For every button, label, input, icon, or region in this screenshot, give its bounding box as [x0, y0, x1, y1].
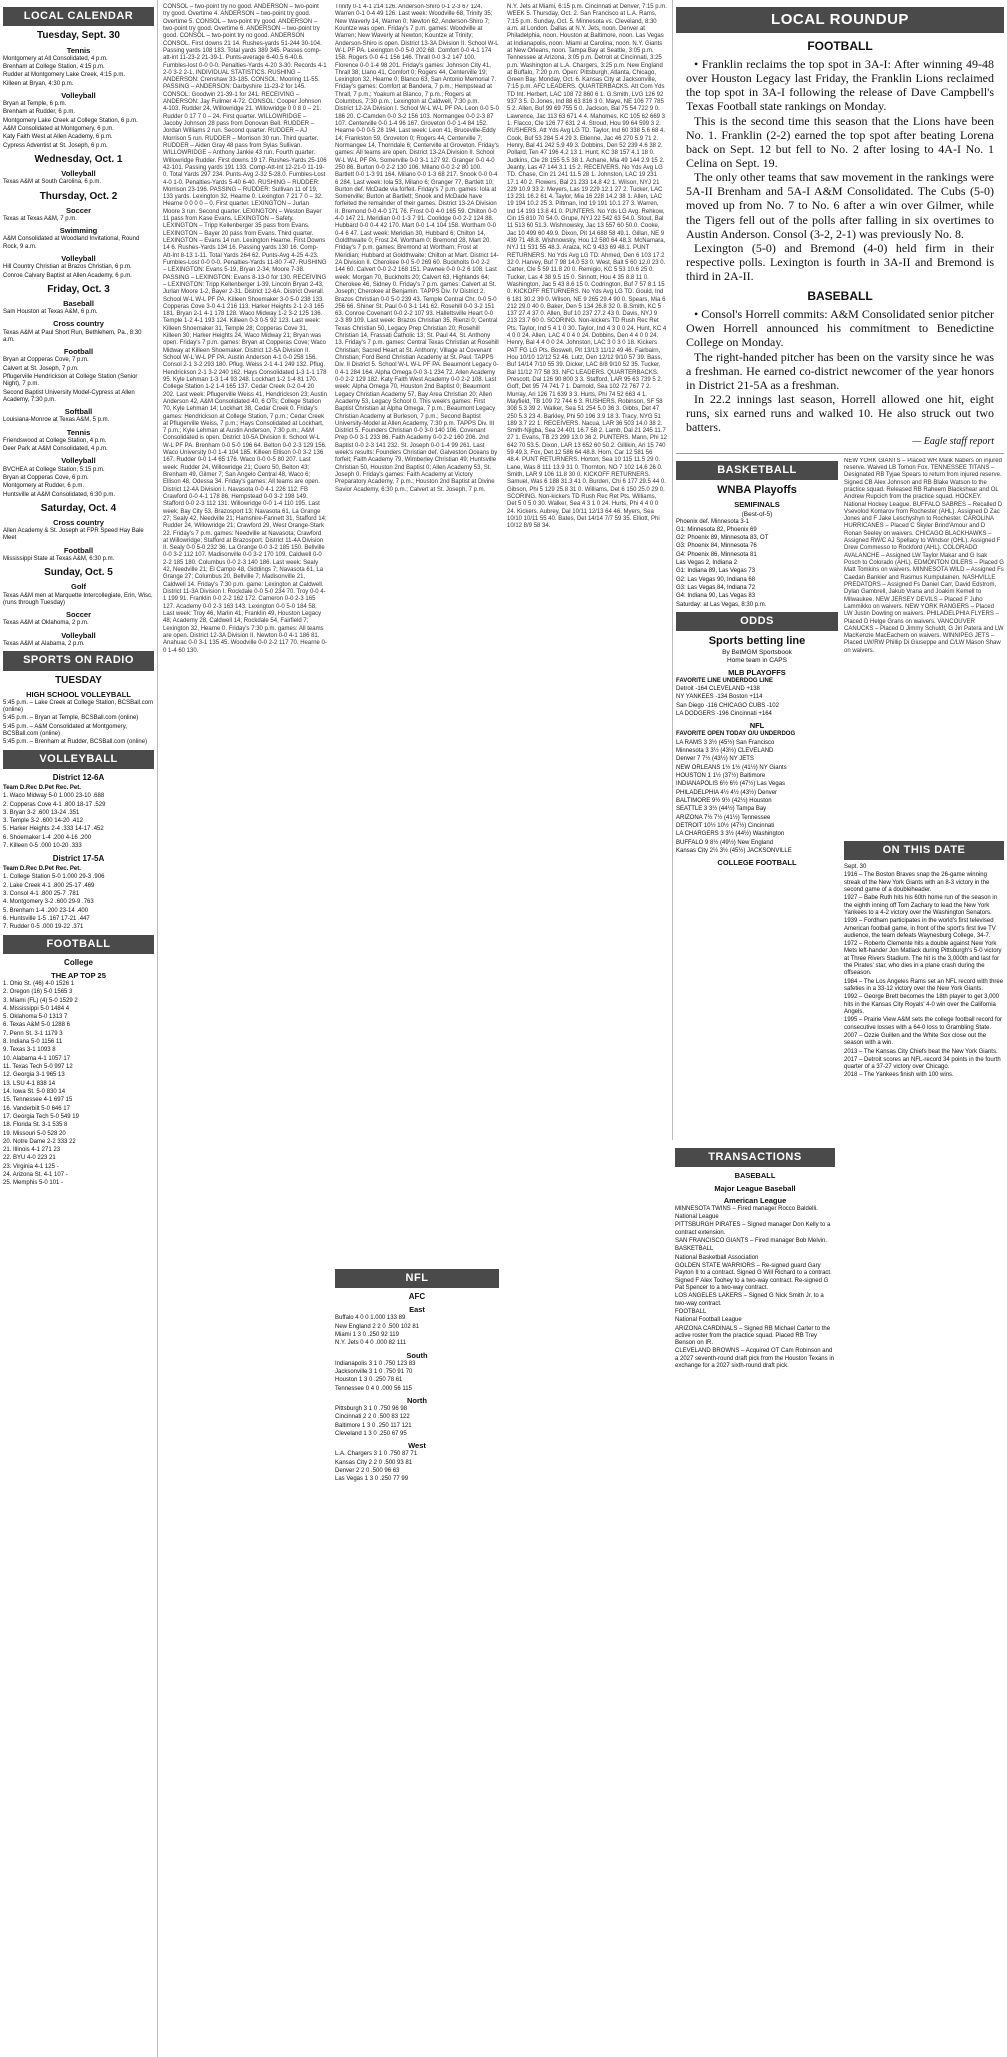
roundup-paragraph: In 22.2 innings last season, Horrell allowed one hit, eight runs, six earned runs and walked 10. He also struck out two batters. [686, 391, 994, 435]
afc-west-title: West [408, 1441, 426, 1451]
nfl-odds-row: HOUSTON 1 1½ (37½) Baltimore [676, 773, 766, 780]
mlb-odds-row: Detroit -164 CLEVELAND +138 [676, 686, 760, 693]
standings-row: 2. Copperas Cove 4-1 .800 18-17 .529 [3, 801, 106, 808]
nfl-standings-row: Pittsburgh 3 1 0 .750 96 98 [335, 1406, 408, 1413]
ap-ranking-row: 1. Ohio St. (46) 4-0 1526 1 [3, 980, 75, 987]
column-3 [332, 0, 502, 2057]
district-17-5a-title: District 17-5A [52, 854, 105, 864]
on-this-date-entry: 2017 – Detroit scores an NFL-record 34 points in the fourth quarter of a 37-27 victory over Chicago. [843, 1056, 1001, 1071]
college-title: College [64, 958, 93, 968]
calendar-event: Killeen at Bryan, 4:30 p.m. [3, 80, 74, 87]
nfl-standings-row: Jacksonville 3 1 0 .750 91 70 [335, 1369, 413, 1375]
roundup-paragraph: • Franklin reclaims the top spot in 3A-I: After winning 49-48 over Houston Legacy last Friday, the Franklin Lions reclaimed the top spot in 3A-I following the release of Dave Campbell's Texas Football state rankings on Monday. [686, 56, 994, 114]
column-1 [0, 0, 158, 2057]
roundup-credit: — Eagle staff report [912, 436, 994, 448]
roundup-baseball-title: BASEBALL [807, 289, 873, 304]
calendar-event: Texas A&M at Alabama, 2 p.m. [3, 640, 85, 647]
nfl-odds-row: Denver 7 7½ (43½) NY JETS [676, 756, 754, 763]
wnba-results [676, 519, 838, 609]
ap-ranking-row: 16. Vanderbilt 5-0 646 17 [3, 1105, 70, 1112]
transactions-list [675, 1206, 835, 1371]
wnba-result: G4: Phoenix 86, Minnesota 81 [676, 551, 757, 558]
wnba-format: (Best-of-5) [741, 510, 773, 518]
roundup-football-story [676, 57, 1004, 284]
on-this-date-header: ON THIS DATE [844, 841, 1004, 860]
transaction-entry: MINNESOTA TWINS – Fired manager Rocco Baldelli. [675, 1205, 818, 1212]
nfl-standings-row: Houston 1 3 0 .250 78 61 [335, 1377, 403, 1384]
calendar-day: Wednesday, Oct. 1 [34, 154, 123, 165]
standings-row: 7. Killeen 0-5 .000 10-20 .333 [3, 843, 82, 850]
calendar-day: Tuesday, Sept. 30 [37, 30, 120, 42]
ap-ranking-row: 23. Virginia 4-1 125 - [3, 1163, 59, 1170]
afc-south-title: South [406, 1350, 428, 1360]
nfl-header: NFL [335, 1269, 499, 1288]
calendar-sport: Volleyball [61, 90, 96, 100]
nfl-standings-row: Denver 2 2 0 .500 96 63 [335, 1468, 400, 1475]
volleyball-header: VOLLEYBALL [3, 750, 154, 769]
nfl-odds-row: BUFFALO 9 8½ (49½) New England [676, 839, 774, 846]
local-calendar-header: LOCAL CALENDAR [3, 7, 154, 26]
standings-row: 1. Waco Midway 5-0 1.000 23-10 .688 [3, 793, 105, 800]
basketball-header: BASKETBALL [676, 461, 838, 480]
calendar-event: Brenham at College Station, 4:15 p.m. [3, 64, 105, 71]
nfl-odds-row: LA RAMS 3 3½ (45½) San Francisco [676, 739, 775, 746]
wnba-result: G3: Las Vegas 84, Indiana 72 [676, 585, 756, 592]
district-17-5a-standings [3, 874, 154, 931]
calendar-event: Brenham at Rudder, 6 p.m. [3, 109, 76, 116]
radio-day: TUESDAY [55, 674, 102, 686]
transaction-entry: National League [675, 1214, 719, 1221]
ap-ranking-row: 7. Penn St. 3-1 1179 3 [3, 1030, 63, 1037]
odds-header: ODDS [676, 612, 838, 631]
wnba-semifinals: SEMIFINALS [734, 500, 780, 510]
transaction-entry: PITTSBURGH PIRATES – Signed manager Don Kelly to a contract extension. [675, 1222, 831, 1236]
nfl-odds-row: NEW ORLEANS 1½ 1½ (41½) NY Giants [676, 764, 787, 771]
ap-ranking-row: 3. Miami (FL) (4) 5-0 1529 2 [3, 997, 78, 1004]
transaction-entry: LOS ANGELES LAKERS – Signed G Nick Smith Jr. to a two-way contract. [675, 1293, 824, 1307]
roundup-paragraph: Lexington (5-0) and Bremond (4-0) held firm in their respective polls. Lexington is fourth in 3A-II and Bremond is third in 2A-II. [686, 240, 994, 284]
ap-ranking-row: 21. Illinois 4-1 271 23 [3, 1147, 61, 1154]
wnba-result: G2: Las Vegas 90, Indiana 68 [676, 576, 756, 583]
nfl-odds-row: ARIZONA 7½ 7½ (41½) Tennessee [676, 814, 771, 821]
calendar-event: Texas A&M at Oklahoma, 2 p.m. [3, 620, 89, 627]
ap-ranking-row: 2. Oregon (16) 5-0 1565 3 [3, 989, 73, 996]
nfl-standings-row: Miami 1 3 0 .250 92 119 [335, 1331, 399, 1338]
on-this-date-list [844, 864, 1004, 1080]
transaction-entry: National Basketball Association [675, 1254, 759, 1261]
calendar-event: Allen Academy & St. Joseph at FPR Speed Hay Bale Meet [3, 528, 144, 542]
football-box-scores: CONSOL – two-point try no good. ANDERSON – two-point try good. Overtime 4. ANDERSON – two-point try good. Overtime 5. CONSOL – two-point try good. ANDERSON – two-point try good. Overtime 6. ANDERSON – two-point try good. CONSOL – two-point try no good. ANDERSON CONSOL. First downs 21 14. Rushes-yards 51-244 30-104. Passing yards 108 183. Total yards 389 345. Passes comp-att-int 11-23-2 21-39-1. Punts-average 6-40.5 6-40.6. Fumbles-lost 0-0 0-0. Penalties-Yards 4-20 3-30. Records 4-1 2-0 3-2 2-1. INDIVIDUAL STATISTICS. RUSHING – ANDERSON: Crenshaw 33-185. CONSOL: Mooring 11-55. PASSING – ANDERSON: Darbyshire 11-23-2 for 145. CONSOL: Goodwin 21-39-1 for 241. RECEIVING – ANDERSON: Jay Fullmer 4-72. CONSOL: Cooper Johnson 4-103. Rudder 24, Willowridge 21. Willowridge 0 0 8 0 – 21. Rudder 0 17 7 0 – 24. First quarter. WILLOWRIDGE – Jacoby Johnson 28 pass from Donovan Bell. RUDDER – Jordan Williams 2 run. Second quarter. RUDDER – AJ Morrison 5 run. RUDDER – Morrison 30 run. Third quarter. RUDDER – Aiden Gray 48 pass from Sylas Sullivan. WILLOWRIDGE – Anthony Jankie 43 run. Fourth quarter. Willowridge Rudder. First downs 19 17. Rushes-Yards 25-106 42-101. Passing yards 191 133. Comp-Att-Int 12-21-0 11-19-0. Total Yards 297 234. Punts-Avg 2-32 5-28.0. Fumbles-Lost 4-0 1-0. Penalties-Yards 5-40 6-40. RUSHING – RUDDER: Morrison 23-196. PASSING – RUDDER: Sullivan 11 of 19, 133 yards. Lexington 32, Hearne 0. Lexington 7 21 7 0 – 32. Hearne 0 0 0 0 – 0. First quarter. LEXINGTON – Jurlan Moore 3 run. Second quarter. LEXINGTON – Weston Bayer 11 pass from Kase Evans. LEXINGTON – Safety. LEXINGTON – Tripp Kellenberger 35 pass from Evans. LEXINGTON – Bayer 20 pass from Evans. Third quarter. LEXINGTON – Evans 14 run. Lexington Hearne. First Downs 14 6. Rushes-Yards 134 16. Passing yards 130 16. Comp-Att-Int 8-13 1-11. Total Yards 264 62. Punts-Avg 4-25 4-23. Fumbles-Lost 0-0 0-0. Penalties-Yards 11-80 7-47. RUSHING – LEXINGTON: Evans 5-19, Bryan 2-34, Moore 7-38. PASSING – LEXINGTON: Evans 8-13-0 for 130. RECEIVING – LEXINGTON: Tripp Kellenberger 1-39, Lincoln Bryan 2-43, Jurlan Moore 1-2, Bayer 2-31. District 12-6A. District Overall. School W-L W-L PF PA. Killeen Shoemaker 3-0 5-0 238 133. Copperas Cove 3-0 4-1 216 113. Harker Heights 2-1 2-3 165 181. Bryan 2-1 4-1 178 128. Waco Midway 1-2 3-2 125 136. Temple 1-2 4-1 193 124. Killeen 0-3 0-5 92 123. Last week: Killeen Shoemaker 31, Temple 28; Copperas Cove 31, Killeen 30; Harker Heights 24, Waco Midway 21; Bryan was open. Friday's 7 p.m. games: Bryan at Copperas Cove; Waco Midway at Killeen Shoemaker. District 12-5A Division II. School W-L W-L PF PA. Austin Anderson 4-1 0-0 258 156. Consol 2-1 3-2 293 180. Pflug. Weiss 2-1 4-1 249 132. Pflug. Hendrickson 2-1 3-2 240 162. Hays Consolidated 1-3 1-1 178 95. Kyle Lehman 1-3 1-4 93 248. Lockhart 1-2 1-4 81 170. College Station 1-2 1-4 165 137. Cedar Creek 0-2 0-4 20 202. Last week: Pflugerville Weiss 41, Hendrickson 23; Austin Anderson 42, A&M Consolidated 40, 6 OTs; College Station 70, Kyle Lehman 14; Lockhart 38, Cedar Creek 0. Friday's games: Hendrickson at College Station, 7 p.m.; Cedar Creek at Pflugerville Weiss, 7 p.m.; Hays Consolidated at Lockhart, 7 p.m.; Kyle Lehman at Austin Anderson, 7:30 p.m.; A&M Consolidated is open. District 10-5A Division II. School W-L W-L PF PA. Brenham 0-0 5-0 196 64. Belton 0-0 2-3 129 156. Waco University 0-0 1-4 104 185. Killeen Ellison 0-0 3-2 136 167. Rudder 0-0 1-4 65 176. Waco 0-0 0-5 80 207. Last week: Rudder 24, Willowridge 21; Cuero 50, Belton 43; Brenham 49, Gilmer 7; San Angelo Central 48, Waco 6; Ellison 48, Odessa 34. Friday's games: All teams are open. District 12-4A Division I. Navasota 0-0 4-1 226 112. FB Crawford 0-0 4-1 178 86. Hempstead 0-0 3-2 198 149. Stafford 0-0 2-3 112 131. Willowridge 0-0 1-4 110 195. Last week: Bay City 53, Brazosport 13; Navasota 61, La Grange 27; Sealy 42, Needville 21; Hamshire-Fannett 31, Stafford 14; Rudder 24, Willowridge 21; Crawford 29, West Orange-Stark 22. Friday's 7 p.m. games: Needville at Navasota; Crawford at Willowridge; Stafford at Brazosport. District 11-4A Division II. Sealy 0-0 5-0 232 36. La Grange 0-0 3-2 185 150. Bellville 0-0 3-2 112 107. Madisonville 0-0 3-2 170 109. Caldwell 0-0 2-2 185 180. Columbus 0-0 2-3 140 186. Last week: Sealy 42, Needville 21; El Campo 48, Giddings 7; Navasota 61, La Grange 27; Columbus 20, Bellville 7; Madisonville 21, Caldwell 14. Friday's 7:30 p.m. game: Lexington at Caldwell. District 11-3A Division I. Rockdale 0-0 5-0 234 70. Troy 0-0 4-1 199 91. Franklin 0-0 2-2 162 172. Cameron 0-0 2-3 165 127. Academy 0-0 2-3 163 143. Lexington 0-0 5-0 184 58. Last week: Troy 46, Marlin 41; Franklin 49, Houston Legacy 48; Academy 28, Caldwell 14; Rockdale 54, Fairfield 7; Lexington 32, Hearne 0. Friday's 7:30 p.m. games: All teams are open. District 12-3A Division II. Newton 0-0 4-1 186 81. Anahuac 0-0 3-1 135 45. Woodville 0-0 2-2 117 70. Hearne 0-0 1-4 60 130. [163, 4, 327, 654]
radio-listing: 5:45 p.m. – Bryan at Temple, BCSBall.com (online) [3, 715, 139, 722]
roundup-football-title: FOOTBALL [807, 39, 873, 54]
calendar-sport: Volleyball [61, 630, 96, 640]
district-12-6a-cols: Team D.Rec D.Pet Rec. Pet. [3, 784, 81, 791]
standings-row: 2. Lake Creek 4-1 .800 25-17 .469 [3, 882, 95, 889]
calendar-event: Sam Houston at Texas A&M, 6 p.m. [3, 309, 98, 316]
calendar-sport: Football [63, 545, 94, 555]
on-this-date-entry: 1992 – George Brett becomes the 18th player to get 3,000 hits in the Kansas City Royals' 4-0 win over the California Angels. [843, 994, 1000, 1015]
calendar-event: BVCHEA at College Station, 5:15 p.m. [3, 466, 105, 473]
ap-ranking-row: 13. LSU 4-1 838 14 [3, 1080, 56, 1087]
ap-ranking-row: 9. Texas 3-1 1093 8 [3, 1047, 56, 1054]
afc-south-standings [335, 1361, 499, 1393]
calendar-sport: Football [63, 347, 94, 357]
column-4 [504, 0, 670, 2057]
calendar-sport: Tennis [66, 427, 91, 437]
calendar-event: A&M Consolidated at Woodland Invitational, Round Rock, 9 a.m. [3, 236, 140, 250]
wnba-result: G1: Minnesota 82, Phoenix 69 [676, 526, 757, 533]
transaction-entry: ARIZONA CARDINALS – Signed RB Michael Carter to the active roster from the practice squad. Placed RB Trey Benson on IR. [675, 1325, 831, 1347]
hockey-transactions: NEW YORK GIANTS – Placed WR Malik Nabers on injured reserve. Waived LB Tomon Fox. TENNESSEE TITANS – Designated RB Tyjae Spears to return from injured reserve. Signed CB Alex Johnson and RB Blake Watson to the practice squad. Released RB Raheem Blackshear and OL Andrew Rupcich from the practice squad. HOCKEY. National Hockey League. BUFFALO SABRES – Recalled D Vsevolod Komarov from Rochester (AHL). Assigned D Zac Jones and F Jake Leschyshyn to Rochester. CAROLINA HURRICANES – Placed C Skyler Brind'Amour and D Ronan Seeley on waivers. CHICAGO BLACKHAWKS – Assigned RW/C AJ Spellacy to Windsor (OHL). Assigned F Drew Commesso to Rockford (AHL). COLORADO AVALANCHE – Assigned LW Taylor Makar and G Isak Posch to Colorado (AHL). EDMONTON OILERS – Placed G Matt Tomkins on waivers. MINNESOTA WILD – Assigned Fs Caedan Bankier and Rasmus Kumpulainen. NASHVILLE PREDATORS – Assigned Fs Daniel Carr, David Edstrom, Dylan Gambrell, Jakub Vrana and Joakim Kemell to Milwaukee. NEW JERSEY DEVILS – Placed F Juho Lammikko on waivers. NEW YORK RANGERS – Placed LW Justin Dowling on waivers. PHILADELPHIA FLYERS – Placed D Helge Grans on waivers. VANCOUVER CANUCKS – Placed D Jimmy Schuldt, G Jiri Patera and LW MacKenzie MacEachern on waivers. WINNIPEG JETS – Placed LW/RW Phillip Di Giuseppe and C/LW Mason Shaw on waivers. [843, 457, 1004, 654]
football-header: FOOTBALL [3, 935, 154, 954]
nfl-standings-row: Cincinnati 2 2 0 .500 83 122 [335, 1414, 410, 1421]
nfl-standings-row: Buffalo 4 0 0 1.000 133 89 [335, 1315, 406, 1322]
odds-title: Sports betting line [708, 635, 806, 648]
nfl-standings-row: Indianapolis 3 1 0 .750 123 83 [335, 1360, 416, 1367]
district-12-6a-title: District 12-6A [52, 773, 105, 783]
roundup-baseball-story [676, 307, 1004, 434]
nfl-odds-list [676, 740, 838, 855]
calendar-event: Bryan at Copperas Cove, 7 p.m. [3, 357, 89, 364]
nfl-odds-row: INDIANAPOLIS 6½ 6½ (47½) Las Vegas [676, 781, 786, 788]
transaction-entry: National Football League [675, 1317, 742, 1324]
nfl-odds-row: DETROIT 10½ 10½ (47½) Cincinnati [676, 822, 775, 829]
mlb-odds-list [676, 686, 838, 718]
transaction-entry: BASKETBALL [675, 1246, 714, 1253]
wnba-playoffs-title: WNBA Playoffs [717, 484, 797, 497]
calendar-sport: Soccer [65, 205, 92, 215]
standings-row: 6. Shoemaker 1-4 .200 4-16 .200 [3, 834, 92, 841]
wnba-result: Las Vegas 2, Indiana 2 [676, 560, 738, 567]
ap-ranking-row: 22. BYU 4-0 223 21 [3, 1155, 56, 1162]
radio-listing: 5:45 p.m. – Lake Creek at College Station, BCSBall.com (online) [3, 699, 154, 714]
nfl-standings-row: L.A. Chargers 3 1 0 .750 87 71 [335, 1451, 418, 1458]
transactions-sport: BASEBALL [734, 1171, 776, 1181]
on-this-date-entry: 1984 – The Los Angeles Rams set an NFL record with three safeties in a 33-12 victory over the New York Giants. [843, 978, 1004, 993]
wnba-result: Phoenix def. Minnesota 3-1 [676, 518, 750, 525]
transaction-entry: GOLDEN STATE WARRIORS – Re-signed guard Gary Payton II to a contract. Signed G Will Richard to a contract. Signed F Alex Toohey to a two-way contract. Re-signed G Pat Spencer to a two-way contract. [675, 1263, 832, 1291]
calendar-event: Deer Park at A&M Consolidated, 4 p.m. [3, 446, 108, 453]
afc-title: AFC [408, 1292, 426, 1302]
calendar-event: Katy Faith West at Allen Academy, 6 p.m. [3, 134, 113, 141]
local-calendar [3, 30, 154, 648]
nfl-standings-row: New England 2 2 0 .500 102 81 [335, 1323, 420, 1330]
transactions-column-top [844, 458, 1004, 1081]
ap-ranking-row: 12. Georgia 3-1 965 13 [3, 1072, 65, 1079]
nfl-standings-row: Baltimore 1 3 0 .250 117 121 [335, 1422, 412, 1429]
calendar-day: Sunday, Oct. 5 [44, 567, 113, 579]
radio-listings [3, 700, 154, 747]
ap-ranking-row: 25. Memphis 5-0 101 - [3, 1180, 64, 1187]
odds-sub2: Home team in CAPS [727, 656, 787, 664]
ap-ranking-row: 6. Texas A&M 5-0 1288 6 [3, 1022, 70, 1029]
afc-west-standings [335, 1451, 499, 1483]
transactions-column [672, 1142, 838, 2057]
on-this-date-entry: 1927 – Babe Ruth hits his 60th home run of the season in the eighth inning off Tom Zachary to lead the New York Yankees to a 4-2 victory over the Washington Senators. [843, 895, 998, 916]
roundup-paragraph: This is the second time this season that the Lions have been No. 1. Franklin (2-2) earned the top spot after beating Lorena back on Sept. 12 but fell to No. 2 after losing to 4A-I No. 1 Celina on Sept. 19. [686, 113, 994, 171]
nfl-odds-row: BALTIMORE 9½ 9½ (42½) Houston [676, 797, 772, 804]
calendar-sport: Tennis [66, 45, 91, 55]
nfl-schedule-and-leaders: N.Y. Jets at Miami, 6:15 p.m. Cincinnati at Denver, 7:15 p.m. WEEK 5. Thursday, Oct. 2. San Francisco at L.A. Rams, 7:15 p.m. Sunday, Oct. 5. Minnesota vs. Cleveland, 8:30 a.m. at London. Dallas at N.Y. Jets, noon. Denver at Philadelphia, noon. Houston at Baltimore, noon. Las Vegas at Indianapolis, noon. Miami at Carolina, noon. N.Y. Giants at New Orleans, noon. Tampa Bay at Seattle, 3:05 p.m. Tennessee at Arizona, 3:05 p.m. Detroit at Cincinnati, 3:25 p.m. Washington at L.A. Chargers, 3:25 p.m. New England at Buffalo, 7:20 p.m. Open: Pittsburgh, Atlanta, Chicago, Green Bay. Monday, Oct. 6. Kansas City at Jacksonville, 7:15 p.m. AFC LEADERS. QUARTERBACKS. Att Com Yds TD Int. Herbert, LAC 108 72 860 6 1. G.Smith, LVG 126 92 937 3 5. D.Jones, Ind 88 63 816 3 0. Maye, NE 106 77 785 5 2. Allen, Buf 99 69 755 5 0. Jackson, Bal 75 54 722 9 0. Lawrence, Jac 113 63 671 4 4. Mahomes, KC 105 62 669 3 1. Flacco, Cle 126 77 631 2 4. Stroud, Hou 99 64 599 3 2. RUSHERS. Att Yds Avg LG TD. Taylor, Ind 60 338 5.6 68 4. Cook, Buf 53 284 5.4 29 3. Etienne, Jac 46 270 5.9 71 2. Henry, Bal 41 242 5.9 49 3. Dobbins, Den 52 239 4.6 38 2. Pollard, Ten 47 196 4.2 13 1. Hunt, KC 38 157 4.1 18 0. Judkins, Cle 28 155 5.5 38 1. Achane, Mia 49 144 2.9 15 2. Jeanty, Las 47 144 3.1 15 2. RECEIVERS. No Yds Avg LG TD. Chase, Cin 21 241 11.5 28 1. Johnston, LAC 19 231 17.1 40 2. Flowers, Bal 21 233 14.8 42 1. Wilson, NYJ 21 229 10.9 33 2. Meyers, Las 19 229 12.1 27 2. Tucker, LAC 13 231 16.2 61 4. Taylor, Mia 16 228 14.2 38 1. Allen, LAC 19 194 10.2 25 3. Pittman, Ind 19 191 10.1 27 3. Warren, Ind 14 193 13.8 41 0. PUNTERS. No Yds LG Avg. Rehkow, Cin 15 810 70 54.0. Grupe, NYJ 22 542 63 54.0. Stout, Bal 11 513 60 51.3. Wishnowsky, Jac 13 557 60 50.0. Cooke, Jac 10 499 60 49.9. Dixon, Pit 14 688 58 49.1. Gillan, NE 9 439 71 48.8. Wishnowsky, Hou 12 580 64 48.3. McNamara, NYJ 11 531 55 48.3. Araiza, KC 9 433 69 48.1. PUNT RETURNERS. No Yds Avg LG TD. Ahmed, Den 6 103 17.2 32 0. Harvey, Buf 7 98 14.0 53 0. West, Balt 5 60 12.0 23 0. Carter, Cle 5 59 11.8 20 0. Remigio, KC 5 53 10.6 25 0. Tucker, Las 4 38 9.5 15 0. Sinnott, Hou 4 35 8.8 11 0. Washington, Jac 5 43 8.6 15 0. Codrington, Buf 7 57 8.1 15 0. KICKOFF RETURNERS. No Yds Avg LG TD. Gould, Ind 6 181 30.2 39 0. Wilson, NE 9 265 29.4 90 0. Spears, Mia 6 212 29.0 40 0. Baker, Den 5 134 26.8 32 0. B.Smith, KC 5 137 27.4 37 0. Allen, Buf 10 237 27.2 43 0. Davis, NYJ 9 213 23.7 60 0. SCORING. Non-kickers TD Rush Rec Ret Pts. Taylor, Ind 5 4 1 0 30. Taylor, Ind 4 3 0 0 24. Hunt, KC 4 4 0 0 24. Allen, LAC 4 0 4 0 24. Dobbins, Den 4 4 0 0 24. Henry, Bal 4 4 0 0 24. Johnston, LAC 3 0 3 0 18. Kickers PAT FG LG Pts. Boswell, Pit 13/13 11/12 49 46. Fairbairn, Hou 10/10 12/12 52 46. Lutz, Den 12/12 9/10 57 39. Bass, Buf 14/14 7/10 55 39. Dicker, LAC 8/8 9/10 52 35. Tucker, Bal 11/12 7/7 58 33. NFC LEADERS. QUARTERBACKS. Prescott, Dal 126 90 800 3 3. Stafford, LAR 95 63 739 5 2. Goff, Det 95 74 741 7 1. Darnold, Sea 102 72 767 7 2. Murray, Ari 126 71 639 3 3. Hurts, Phi 74 52 663 4 1. Mayfield, TB 109 72 744 6 3. RUSHERS. Robinson, SF 58 308 5.3 39 2. Walker, Sea 51 254 5.0 36 3. Gibbs, Det 47 250 5.3 23 4. Barkley, Phi 50 196 3.9 18 3. Tracy, NYG 51 189 3.7 22 1. RECEIVERS. Nacua, LAR 36 503 14.0 38 2. Smith-Njigba, Sea 24 401 16.7 58 2. Lamb, Dal 21 245 11.7 27 1. Evans, TB 23 299 13.0 36 2. PUNTERS. Mann, Phi 12 642 70 53.5. Dixon, LAR 13 652 60 50.2. Gillikin, Ari 15 740 59 49.3. Fox, Det 12 586 64 48.8. Horn, Car 12 581 56 48.4. PUNT RETURNERS. Horton, Sea 10 115 11.5 29 0. Lane, Was 8 111 13.9 31 0. Thornton, NO 7 102 14.6 26 0. Smith, LAR 9 106 11.8 30 0. KICKOFF RETURNERS. Samuel, Was 6 188 31.3 41 0. Burden, Chi 6 177 29.5 44 0. Gibson, Phi 5 129 25.8 31 0. Williams, Det 6 150 25.0 29 0. SCORING. Non-kickers TD Rush Rec Ret Pts. Williams, Det 5 0 5 0 30. Walker, Sea 4 3 1 0 24. Hurts, Phi 4 4 0 0 24. Kickers. Aubrey, Dal 10/11 12/13 64 46. Myers, Sea 10/10 10/11 55 40. Bates, Det 14/14 7/7 59 35. Elliott, Phi 10/12 8/9 58 34. [507, 4, 667, 530]
on-this-date-entry: 1916 – The Boston Braves snap the 26-game winning streak of the New York Giants with an 8-3 victory in the second game of a doubleheader. [843, 872, 990, 893]
nfl-standings-row: Tennessee 0 4 0 .000 56 115 [335, 1385, 412, 1392]
calendar-event: Montgomery Lake Creek at College Station, 6 p.m. [3, 117, 138, 124]
standings-row: 1. College Station 5-0 1.000 29-3 .906 [3, 874, 105, 881]
calendar-event: Texas A&M at Paul Short Run, Bethlehem, Pa., 8:30 a.m. [3, 329, 142, 343]
radio-listing: 5:45 p.m. – A&M Consolidated at Montgomery, BCSBall.com (online) [3, 723, 127, 738]
ap-ranking-row: 17. Georgia Tech 5-0 549 19 [3, 1113, 79, 1120]
calendar-sport: Swimming [59, 226, 98, 236]
college-odds-title: COLLEGE FOOTBALL [717, 858, 797, 868]
afc-east-standings [335, 1315, 499, 1347]
on-this-date-entry: Sept. 30 [843, 864, 867, 871]
calendar-event: Conroe Calvary Baptist at Allen Academy, 6 p.m. [3, 272, 132, 279]
standings-row: 5. Harker Heights 2-4 .333 14-17 .452 [3, 826, 104, 833]
calendar-event: A&M Consolidated at Montgomery, 6 p.m. [3, 126, 114, 133]
nfl-standings-row: Cleveland 1 3 0 .250 67 95 [335, 1431, 407, 1438]
district-standings: Trinity 0-1 4-1 214 126. Anderson-Shiro 0-1 2-3 67 124. Warren 0-1 0-4 49 126. Last week: Woodville 68, Trinity 35; New Waverly 14, Warren 0; Newton 62, Anderson-Shiro 7; Kountze was open. Friday's 7 p.m. games: Woodville at Warren; New Waverly at Newton; Kountze at Trinity; Anderson-Shiro is open. District 13-3A Division II. School W-L W-L PF PA. Lexington 0-0 5-0 202 68. Comfort 0-0 4-1 174 158. Rogers 0-0 4-1 156 146. Thrall 0-0 3-2 147 100. Florence 0-0 1-4 98 201. Friday's games: Johnson City 41, Thrall 38; Llano 41, Comfort 0; Rogers 44, Centerville 19; Lexington 32, Hearne 0; Blanco 63, San Antonio Memorial 7. Friday's games: Comfort at Bandera, 7 p.m.; Hempstead at Thrall, 7 p.m.; Yoakum at Blanco, 7 p.m.; Rogers at Columbus, 7:30 p.m.; Lexington at Caldwell, 7:30 p.m. District 12-2A Division I. School W-L W-L PF PA. Leon 0-0 5-0 186 20. C-Camden 0-0 3-2 156 103. Normangee 0-0 2-3 87 107. Centerville 0-0 1-4 96 167. Groveton 0-0 1-4 84 152. Hearne 0-0 0-5 28 194. Last week: Leon 41, Bruceville-Eddy 14; Frankston 59, Groveton 0; Rogers 44, Centerville 7; Normangee 14, Thorndale 6; Centerville at Groveton. Friday's games: All teams are open. District 13-2A Division II. School W-L W-L PF PA. Somerville 0-0 3-1 127 92. Granger 0-0 4-0 250 86. Burton 0-0 2-2 130 106. Milano 0-0 2-2 80 100. Bartlett 0-0 1-3 91 164. Milano 0-0 1-3 68 217. Snook 0-0 0-4 6 284. Last week: Iola 53, Milano 6; Granger 77, Bartlett 10; Burton def. McDade via forfeit. Friday's 7 p.m. games: Iola at Somerville; Burton at Bartlett; Snook and McDade have forfeited the remainder of their games. District 13-2A Division II. Bremond 0-0 4-0 171 76. Frost 0-0 4-0 165 59. Chilton 0-0 4-0 147 21. Meridian 0-0 1-3 7 91. Coolidge 0-0 2-2 124 88. Hubbard 0-0 0-4 42 170. Mart 0-0 1-4 104 158. Wortham 0-0 0-4 6 47. Last week: Meridian 30, Hubbard 6; Chilton 14, Goldthwaite 0; Frost 24, Wortham 0; Bremond 28, Mart 20. Friday's 7 p.m. games: Bremond at Wortham; Frost at Meridian; Hubbard at Goldthwaite; Chilton at Mart. District 14-2A Division II. Cherokee 0-0 5-0 269 60. Buckholts 0-0 2-2 144 60. Calvert 0-0 2-2 168 151. Pawnee 0-0 0-2 6 108. Last week: Morgan 70, Buckholts 20; Calvert 63, Highlands 64; Cherokee 46, Sidney 0. Friday's 7 p.m. games: Calvert at St. Joseph; Cherokee at Benjamin. TAPPS Div. IV District 2. Brazos Christian 0-0 5-0 239 43. Temple Central Chr. 0-0 5-0 256 66. Shiner St. Paul 0-0 3-1 141 62. Rosehill 0-0 3-2 151 63. Conroe Covenant 0-0 2-2 107 93. Hallettsville Heart 0-0 2-3 89 109. Last week: Brazos Christian 35, Rienzi 0; Central Texas Christian 50, Legacy Prep Christian 20; Rosehill Christian 14, Frassati Catholic 13; St. Paul 44, St. Anthony 13. Friday's 7 p.m. games: Central Texas Christian at Rosehill Christian; Sacred Heart at St. Anthony; Village at Covenant Christian; Ford Bend Christian Academy at St. Paul. TAPPS Div. II District 5. School W-L W-L PF PA. Beaumont Legacy 0-0 4-1 284 164. Alpha Omega 0-0 3-1 234 72. Allen Academy 0-0 2-2 129 182. Katy Faith West Academy 0-0 2-2 108. Last week: Alpha Omega 70, Houston 2nd Baptist 0; Beaumont Legacy Christian Academy 57, Bay Area Christian 20; Allen Academy 53, Legacy School 0. This week's games: First Baptist Christian at Alpha Omega, 7 p.m.; Beaumont Legacy Christian Academy at Burleson, 7 p.m.; Second Baptist University-Model at Allen Academy, 7:30 p.m. TAPPS Div. III District 5. Founders Christian 0-0 3-0 140 106. Covenant Prep 0-0 3-1 233 86. Faith Academy 0-0 2-2 160 206. 2nd Baptist 0-0 2-3 141 232. St. Joseph 0-0 1-4 99 261. Last week's results: Founders Christian def. Galveston Oceans by forfeit; Faith Academy 79, Wimberley Christian 49; Huntsville Christian 50, Houston 2nd Baptist 0; Allen Academy 53, St. Joseph 0. Friday's games: Faith Academy at Victory Preparatory Academy, 7 p.m.; Houston 2nd Baptist at Divine Savior Academy, 6:30 p.m.; Calvert at St. Joseph, 7 p.m. [335, 4, 499, 493]
nfl-odds-row: LA CHARGERS 3 3½ (44½) Washington [676, 831, 785, 838]
on-this-date-entry: 1972 – Roberto Clemente hits a double against New York Mets left-hander Jon Matlack during Pittsburgh's 5-0 victory at Three Rivers Stadium. The hit is the 3,000th and last for the Pirates' star, who dies in a plane crash during the offseason. [843, 941, 1002, 977]
calendar-event: Hill Country Christian at Brazos Christian, 6 p.m. [3, 264, 132, 271]
calendar-sport: Volleyball [61, 169, 96, 179]
calendar-event: Calvert at St. Joseph, 7 p.m. [3, 365, 79, 372]
calendar-event: Texas at Texas A&M, 7 p.m. [3, 215, 77, 222]
nfl-odds-row: SEATTLE 3 3½ (44½) Tampa Bay [676, 806, 767, 813]
wnba-result: G2: Phoenix 89, Minnesota 83, OT [676, 535, 769, 542]
transaction-entry: SAN FRANCISCO GIANTS – Fired manager Bob Melvin. [675, 1238, 828, 1245]
on-this-date-column [840, 1142, 1007, 2057]
district-17-5a-cols: Team D.Rec D.Pet Rec. Pet. [3, 866, 81, 873]
calendar-event: Rudder at Montgomery Lake Creek, 4:15 p.m. [3, 72, 126, 79]
calendar-event: Cypress Adventist at St. Joseph, 6 p.m. [3, 142, 108, 149]
ap-ranking-row: 4. Mississippi 5-0 1484 4 [3, 1005, 70, 1012]
roundup-paragraph: The only other teams that saw movement in the rankings were 5A-II Brenham and 5A-I A&M Consolidated. The Cubs (5-0) moved up from No. 7 to No. 6 after a win over Gilmer, while the Tigers fell out of the polls after falling in six overtimes to Austin Anderson. Consol (3-2, 2-1) was previously No. 8. [686, 170, 994, 241]
standings-row: 6. Huntsville 1-5 .167 17-21 .447 [3, 916, 90, 922]
on-this-date-entry: 2013 – The Kansas City Chiefs beat the New York Giants. [843, 1048, 998, 1055]
afc-north-standings [335, 1406, 499, 1438]
calendar-event: Mississippi State at Texas A&M, 6:30 p.m. [3, 555, 115, 562]
calendar-day: Thursday, Oct. 2 [39, 190, 118, 202]
ap-ranking-row: 19. Missouri 5-0 528 20 [3, 1130, 66, 1137]
calendar-sport: Cross country [53, 518, 104, 528]
wnba-result: G1: Indiana 89, Las Vegas 73 [676, 568, 756, 575]
on-this-date-entry: 2007 – Ozzie Guillen and the White Sox close out the season with a win. [843, 1032, 987, 1047]
calendar-event: Louisiana-Monroe at Texas A&M, 5 p.m. [3, 417, 110, 424]
calendar-event: Montgomery at Rudder, 6 p.m. [3, 483, 85, 490]
ap-ranking-row: 18. Florida St. 3-1 535 8 [3, 1122, 68, 1129]
calendar-sport: Baseball [63, 299, 94, 308]
ap-ranking-row: 11. Texas Tech 5-0 997 12 [3, 1064, 73, 1071]
district-12-6a-standings [3, 793, 154, 850]
transactions-header: TRANSACTIONS [675, 1148, 835, 1167]
nfl-standings-row: Kansas City 2 2 0 .500 93 81 [335, 1459, 413, 1466]
radio-sport: HIGH SCHOOL VOLLEYBALL [26, 689, 131, 699]
column-5 [672, 0, 1007, 1140]
ap-ranking-row: 5. Oklahoma 5-0 1313 7 [3, 1014, 68, 1021]
roundup-paragraph: • Consol's Horrell commits: A&M Consolidated senior pitcher Owen Horrell announced his commitment to Benedictine College on Monday. [686, 307, 994, 350]
standings-row: 7. Rudder 0-5 .000 19-22 .371 [3, 924, 84, 931]
ap-ranking-row: 8. Indiana 5-0 1156 11 [3, 1039, 63, 1046]
standings-row: 3. Bryan 3-2 .600 13-24 .351 [3, 809, 80, 816]
wnba-result: G3: Phoenix 84, Minnesota 76 [676, 543, 757, 550]
standings-row: 3. Temple 3-2 .600 14-20 .412 [3, 818, 83, 825]
mlb-odds-row: LA DODGERS -196 Cincinnati +164 [676, 711, 772, 717]
nfl-standings-row: Las Vegas 1 3 0 .250 77 99 [335, 1476, 409, 1483]
nfl-odds-cols: FAVORITE OPEN TODAY O/U UNDERDOG [676, 731, 796, 738]
odds-sub: By BetMGM Sportsbook [722, 648, 792, 656]
nfl-odds-row: PHILADELPHIA 4½ 4½ (43½) Denver [676, 789, 778, 796]
transactions-league: Major League Baseball [714, 1183, 796, 1193]
local-roundup-header: LOCAL ROUNDUP [676, 7, 1004, 33]
transactions-sub: American League [723, 1195, 787, 1205]
sports-on-radio-header: SPORTS ON RADIO [3, 651, 154, 670]
calendar-event: Huntsville at A&M Consolidated, 6:30 p.m. [3, 491, 116, 498]
standings-row: 4. Montgomery 3-2 .600 29-9 .763 [3, 899, 94, 906]
nfl-odds-row: Minnesota 3 3½ (43½) CLEVELAND [676, 748, 774, 755]
ap-top-25-title: THE AP TOP 25 [51, 970, 106, 980]
calendar-event: Pflugerville Hendrickson at College Station (Senior Night), 7 p.m. [3, 373, 138, 388]
calendar-sport: Softball [64, 407, 93, 417]
basketball-odds-column [676, 458, 838, 1081]
calendar-event: Texas A&M men at Marquette Intercollegiate, Erin, Wisc. (runs through Tuesday) [3, 592, 153, 606]
calendar-day: Friday, Oct. 3 [47, 283, 110, 295]
calendar-event: Friendswood at College Station, 4 p.m. [3, 437, 107, 444]
calendar-sport: Volleyball [61, 456, 96, 466]
standings-row: 5. Brenham 1-4 .200 23-14 .400 [3, 907, 89, 914]
radio-listing: 5:45 p.m. – Brenham at Rudder, BCSBall.com (online) [3, 739, 148, 746]
mlb-odds-row: NY YANKEES -134 Boston +114 [676, 694, 763, 701]
calendar-event: Texas A&M at South Carolina, 6 p.m. [3, 179, 102, 186]
ap-ranking-row: 14. Iowa St. 5-0 830 14 [3, 1088, 66, 1095]
ap-top-25-list [3, 981, 154, 1188]
wnba-result: Saturday: at Las Vegas, 8:30 p.m. [676, 601, 767, 608]
calendar-sport: Cross country [53, 319, 104, 329]
nfl-odds-row: Kansas City 2½ 3½ (45½) JACKSONVILLE [676, 847, 792, 854]
calendar-event: Second Baptist University Model-Cypress at Allen Academy, 7:30 p.m. [3, 389, 135, 403]
transaction-entry: FOOTBALL [675, 1308, 707, 1315]
nfl-odds-title: NFL [749, 721, 765, 731]
afc-north-title: North [407, 1395, 427, 1405]
wnba-result: G4: Indiana 90, Las Vegas 83 [676, 593, 756, 600]
standings-row: 3. Consol 4-1 .800 25-7 .781 [3, 891, 80, 898]
on-this-date-entry: 1939 – Fordham participates in the world's first televised American football game, in front of the sport's first live TV audience, the team defeats Waynesburg College, 34-7. [843, 918, 996, 939]
nfl-standings-row: N.Y. Jets 0 4 0 .000 82 111 [335, 1340, 407, 1347]
calendar-event: Montgomery at All Consolidated, 4 p.m. [3, 55, 108, 62]
mlb-odds-cols: FAVORITE LINE UNDERDOG LINE [676, 677, 773, 684]
roundup-paragraph: The right-handed pitcher has been on the varsity since he was a freshman. He earned co-district newcomer of the year honors in District 21-5A as a freshman. [686, 349, 994, 392]
on-this-date-entry: 1995 – Prairie View A&M sets the college football record for consecutive losses with a 64-0 loss to Grambling State. [843, 1017, 1002, 1031]
afc-east-title: East [409, 1305, 425, 1315]
calendar-sport: Soccer [65, 610, 92, 620]
calendar-event: Bryan at Temple, 6 p.m. [3, 101, 67, 108]
ap-ranking-row: 20. Notre Dame 2-2 333 22 [3, 1138, 76, 1145]
ap-ranking-row: 24. Arizona St. 4-1 107 - [3, 1172, 68, 1179]
calendar-sport: Volleyball [61, 254, 96, 264]
ap-ranking-row: 10. Alabama 4-1 1057 17 [3, 1055, 71, 1062]
on-this-date-entry: 2018 – The Yankees finish with 100 wins. [843, 1072, 954, 1079]
mlb-playoffs-title: MLB PLAYOFFS [728, 667, 786, 677]
column-2 [160, 0, 330, 2057]
ap-ranking-row: 15. Tennessee 4-1 697 15 [3, 1097, 73, 1104]
calendar-day: Saturday, Oct. 4 [40, 502, 117, 514]
calendar-event: Bryan at Copperas Cove, 6 p.m. [3, 474, 89, 481]
transaction-entry: CLEVELAND BROWNS – Acquired OT Cam Robinson and a 2027 seventh-round draft pick from the Houston Texans in exchange for a 2027 sixth-round draft pick. [675, 1348, 834, 1370]
calendar-sport: Golf [71, 582, 86, 592]
mlb-odds-row: San Diego -116 CHICAGO CUBS -102 [676, 702, 779, 709]
